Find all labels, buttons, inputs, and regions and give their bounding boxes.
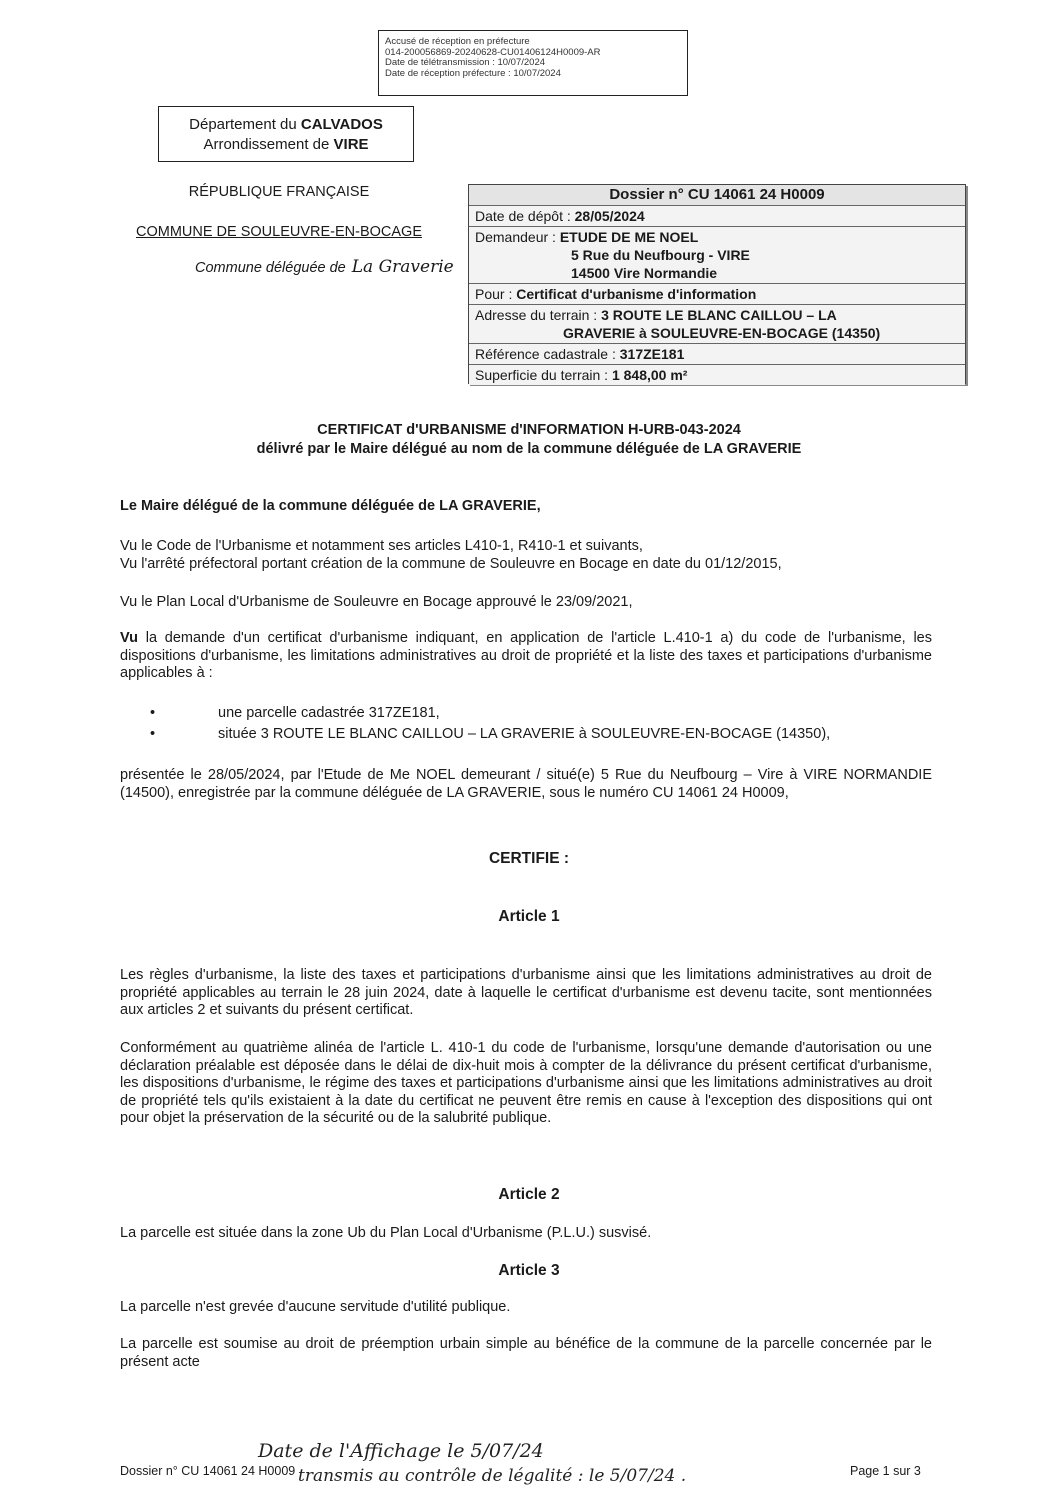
dossier-info-box bbox=[468, 184, 966, 384]
vu-paragraph-1 bbox=[120, 538, 932, 573]
presentee-paragraph: présentée le 28/05/2024, par l'Etude de Me NOEL demeurant / situé(e) 5 Rue du Neufbourg – Vire à VIRE NORMANDIE (14500), enregistrée par la commune déléguée de LA GRAVERIE, sous le numéro CU 14061 24 H0009, bbox=[120, 767, 932, 801]
receipt-line: Date de réception préfecture : 10/07/2024 bbox=[385, 67, 561, 79]
list-item bbox=[150, 703, 930, 724]
footer-dossier-number: Dossier n° CU 14061 24 H0009 bbox=[120, 1464, 296, 1478]
department-box bbox=[158, 106, 414, 162]
arrondissement-prefix: Arrondissement de bbox=[203, 136, 334, 153]
cadastre-label: Référence cadastrale : bbox=[475, 346, 620, 362]
superficie-value: 1 848,00 m² bbox=[611, 367, 688, 383]
commune-heading: COMMUNE DE SOULEUVRE-EN-BOCAGE bbox=[135, 224, 422, 240]
demandeur-city: 14500 Vire Normandie bbox=[571, 265, 718, 281]
adresse-line2: GRAVERIE à SOULEUVRE-EN-BOCAGE (14350) bbox=[563, 325, 881, 341]
bullet-text: une parcelle cadastrée 317ZE181, bbox=[218, 705, 440, 721]
receipt-line: Date de télétransmission : 10/07/2024 bbox=[385, 57, 546, 68]
receipt-line: 014-200056869-20240628-CU01406124H0009-AR bbox=[385, 46, 601, 58]
vu-line-2: Vu l'arrêté préfectoral portant création de la commune de Souleuvre en Bocage en date du 01/12/2015, bbox=[120, 555, 782, 572]
dossier-number: Dossier n° CU 14061 24 H0009 bbox=[469, 185, 965, 206]
certifie-heading: CERTIFIE : bbox=[488, 850, 570, 867]
page-number: Page 1 sur 3 bbox=[850, 1464, 921, 1478]
bullet-icon: • bbox=[150, 726, 156, 742]
vu-demande-text: la demande d'un certificat d'urbanisme indiquant, en application de l'article L.410-1 a) du code de l'urbanisme, les dispositions d'urbanisme, les limitations administratives au droit de propriété et la liste des taxes et participations d'urbanisme applicables à : bbox=[120, 630, 932, 681]
article-3-paragraph-2: La parcelle est soumise au droit de préemption urbain simple au bénéfice de la commune de la parcelle concernée par le présent acte bbox=[120, 1336, 932, 1370]
article-3-heading: Article 3 bbox=[498, 1262, 560, 1279]
article-1-heading: Article 1 bbox=[498, 908, 560, 925]
pour-value: Certificat d'urbanisme d'information bbox=[516, 286, 757, 302]
adresse-row bbox=[469, 305, 965, 344]
demandeur-row bbox=[469, 227, 965, 284]
adresse-label: Adresse du terrain : bbox=[475, 307, 602, 323]
republique-heading: RÉPUBLIQUE FRANÇAISE bbox=[188, 184, 370, 200]
handwritten-transmission: transmis au contrôle de légalité : le 5/07/24 . bbox=[298, 1466, 687, 1486]
article-1-paragraph-1: Les règles d'urbanisme, la liste des taxes et participations d'urbanisme ainsi que les limitations administratives au droit de propriété applicables au terrain le 28 juin 2024, date à laquelle le certificat d'urbanisme est devenu tacite, sont mentionnées aux articles 2 et suivants du présent certificat. bbox=[120, 967, 932, 1018]
bullet-text: située 3 ROUTE LE BLANC CAILLOU – LA GRAVERIE à SOULEUVRE-EN-BOCAGE (14350), bbox=[218, 726, 831, 742]
demandeur-label: Demandeur : bbox=[475, 229, 560, 245]
bullet-icon: • bbox=[150, 705, 156, 721]
superficie-row bbox=[469, 365, 965, 385]
article-1-paragraph-2: Conformément au quatrième alinéa de l'article L. 410-1 du code de l'urbanisme, lorsqu'une demande d'autorisation ou une déclaration préalable est déposée dans le délai de dix-huit mois à compter de la délivrance du présent certificat d'urbanisme, les dispositions d'urbanisme, le régime des taxes et participations d'urbanisme ainsi que les limitations administratives au droit de propriété tels qu'ils existaient à la date du certificat ne peuvent être remis en cause à l'exception des dispositions qui ont pour objet la préservation de la sécurité ou de la salubrité publique. bbox=[120, 1040, 932, 1126]
depot-row bbox=[469, 206, 965, 227]
commune-deleguee bbox=[195, 257, 454, 277]
handwritten-affichage: Date de l'Affichage le 5/07/24 bbox=[258, 1440, 544, 1462]
vu-line-3: Vu le Plan Local d'Urbanisme de Souleuvre en Bocage approuvé le 23/09/2021, bbox=[120, 594, 633, 610]
department-name: CALVADOS bbox=[300, 116, 383, 133]
article-2-heading: Article 2 bbox=[498, 1186, 560, 1203]
vu-bold: Vu bbox=[120, 630, 138, 646]
cadastre-row bbox=[469, 344, 965, 365]
article-2-paragraph: La parcelle est située dans la zone Ub du Plan Local d'Urbanisme (P.L.U.) susvisé. bbox=[120, 1225, 652, 1241]
commune-deleguee-handwritten: La Graverie bbox=[351, 257, 454, 277]
maire-line: Le Maire délégué de la commune déléguée de LA GRAVERIE, bbox=[120, 498, 541, 514]
vu-demande-paragraph bbox=[120, 630, 932, 683]
department-prefix: Département du bbox=[189, 116, 301, 133]
adresse-line1: 3 ROUTE LE BLANC CAILLOU – LA bbox=[601, 307, 837, 323]
article-3-paragraph-1: La parcelle n'est grevée d'aucune servitude d'utilité publique. bbox=[120, 1299, 511, 1315]
pour-row bbox=[469, 284, 965, 305]
pour-label: Pour : bbox=[475, 286, 517, 302]
depot-value: 28/05/2024 bbox=[574, 208, 645, 224]
commune-deleguee-prefix: Commune déléguée de bbox=[195, 260, 346, 276]
demandeur-name: ETUDE DE ME NOEL bbox=[559, 229, 699, 245]
certificate-title bbox=[100, 421, 958, 459]
list-item bbox=[150, 724, 930, 745]
receipt-line: Accusé de réception en préfecture bbox=[385, 36, 530, 47]
cadastre-value: 317ZE181 bbox=[619, 346, 685, 362]
certificate-title-line1: CERTIFICAT d'URBANISME d'INFORMATION H-URB-043-2024 bbox=[317, 422, 741, 438]
certificate-title-line2: délivré par le Maire délégué au nom de la commune déléguée de LA GRAVERIE bbox=[256, 441, 802, 457]
depot-label: Date de dépôt : bbox=[475, 208, 575, 224]
arrondissement-name: VIRE bbox=[333, 136, 369, 153]
bullet-list bbox=[150, 703, 930, 745]
vu-line-1: Vu le Code de l'Urbanisme et notamment ses articles L410-1, R410-1 et suivants, bbox=[120, 538, 643, 554]
superficie-label: Superficie du terrain : bbox=[475, 367, 612, 383]
demandeur-address: 5 Rue du Neufbourg - VIRE bbox=[571, 247, 750, 263]
department-line bbox=[159, 115, 413, 135]
arrondissement-line bbox=[159, 135, 413, 155]
prefecture-receipt-box bbox=[378, 30, 688, 96]
